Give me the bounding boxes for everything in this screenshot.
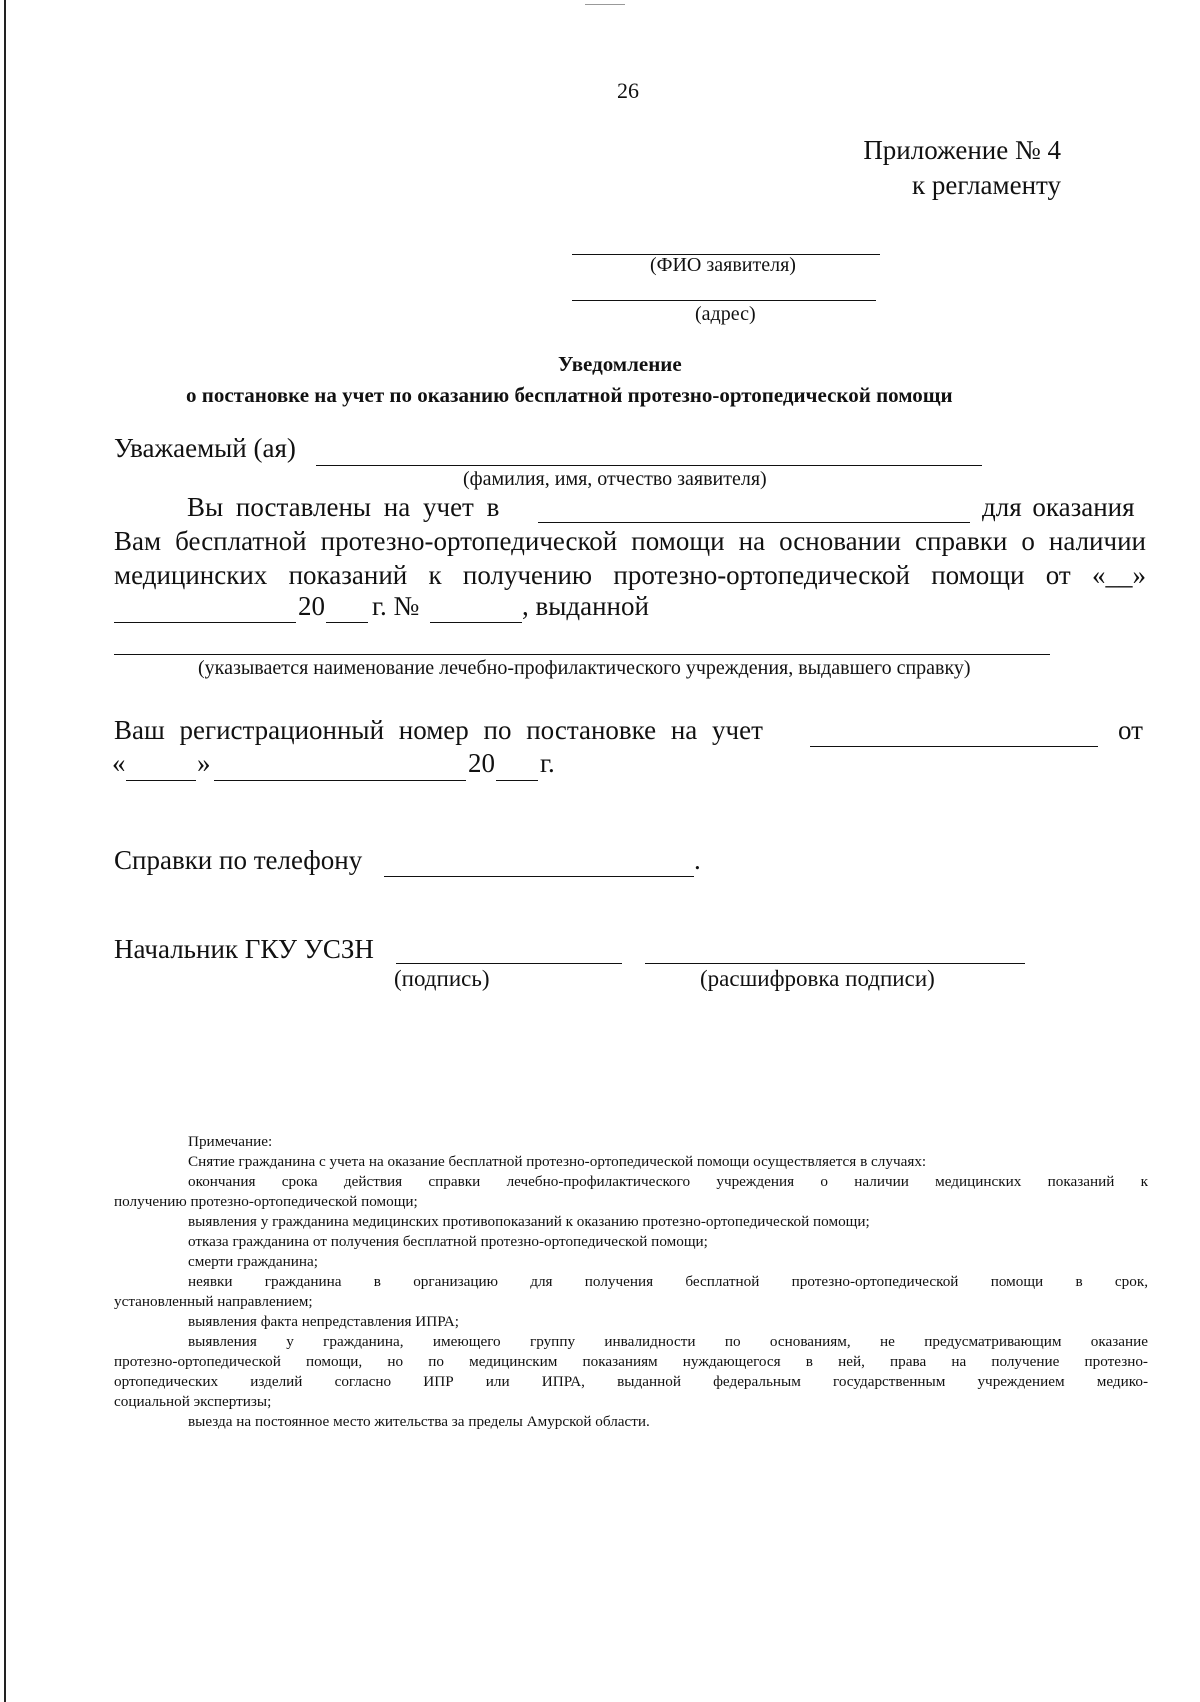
certificate-number-label: г. № [372,591,420,621]
note-item-7b: протезно-ортопедической помощи, но по медицинским показаниям нуждающегося в ней, права на получение протезно- [114,1353,1148,1370]
greeting-name-line[interactable] [316,465,982,466]
signature-caption: (подпись) [394,966,490,991]
signature-decode-line[interactable] [645,963,1025,964]
registration-year-line[interactable] [496,780,538,781]
note-item-7d: социальной экспертизы; [114,1393,272,1410]
registration-g: г. [540,748,555,778]
registration-year: 20 [468,748,495,778]
certificate-year: 20 [298,591,325,621]
note-item-3: отказа гражданина от получения бесплатной протезно-ортопедической помощи; [188,1233,708,1250]
note-item-7c: ортопедических изделий согласно ИПР или ИПРА, выданной федеральным государственным учреждением медико- [114,1373,1148,1390]
greeting-caption: (фамилия, имя, отчество заявителя) [463,468,767,490]
page-edge [4,0,6,1702]
signature-line[interactable] [396,963,622,964]
appendix-line-2: к регламенту [912,170,1061,200]
note-item-1b: получению протезно-ортопедической помощи; [114,1193,418,1210]
signature-label: Начальник ГКУ УСЗН [114,934,374,964]
registration-close-quote: » [197,748,211,778]
applicant-address-line[interactable] [572,300,876,301]
institution-caption: (указывается наименование лечебно-профилактического учреждения, выдавшего справку) [198,657,971,679]
note-item-7a: выявления у гражданина, имеющего группу инвалидности по основаниям, не предусматривающим оказание [188,1333,1148,1350]
note-item-1a: окончания срока действия справки лечебно-профилактического учреждения о наличии медицинских показаний к [188,1173,1148,1190]
registration-from: от [1118,715,1143,745]
page-number: 26 [617,78,639,103]
registration-number-line[interactable] [810,746,1098,747]
registration-day-line[interactable] [126,780,196,781]
body-line-2: Вам бесплатной протезно-ортопедической помощи на основании справки о наличии [114,526,1146,556]
signature-decode-caption: (расшифровка подписи) [700,966,935,991]
note-item-5b: установленный направлением; [114,1293,313,1310]
note-intro: Снятие гражданина с учета на оказание бесплатной протезно-ортопедической помощи осуществляется в случаях: [188,1153,927,1170]
registration-office-line[interactable] [538,522,970,523]
body-line-1-end: для оказания [982,492,1135,522]
certificate-number-line[interactable] [430,622,522,623]
body-line-3: медицинских показаний к получению протезно-ортопедической помощи от «__» [114,560,1146,590]
certificate-year-line[interactable] [326,622,368,623]
registration-open-quote: « [112,748,126,778]
phone-line[interactable] [384,876,694,877]
scan-mark [585,4,625,5]
body-line-1-start: Вы поставлены на учет в [187,492,500,522]
appendix-line-1: Приложение № 4 [863,135,1061,165]
certificate-date-line[interactable] [114,622,296,623]
note-item-6: выявления факта непредставления ИПРА; [188,1313,459,1330]
certificate-issued: , выданной [522,591,649,621]
greeting-label: Уважаемый (ая) [114,433,296,463]
registration-month-line[interactable] [214,780,466,781]
applicant-name-caption: (ФИО заявителя) [650,254,796,276]
document-subtitle: о постановке на учет по оказанию бесплатной протезно-ортопедической помощи [186,383,953,407]
note-item-4: смерти гражданина; [188,1253,318,1270]
note-item-2: выявления у гражданина медицинских противопоказаний к оказанию протезно-ортопедической помощи; [188,1213,870,1230]
institution-line[interactable] [114,654,1050,655]
note-heading: Примечание: [188,1133,273,1150]
note-item-8: выезда на постоянное место жительства за пределы Амурской области. [188,1413,650,1430]
applicant-address-caption: (адрес) [695,303,756,325]
document-title: Уведомление [558,352,682,376]
note-item-5a: неявки гражданина в организацию для получения бесплатной протезно-ортопедической помощи в срок, [188,1273,1148,1290]
phone-label: Справки по телефону [114,845,363,875]
phone-end: . [694,845,701,875]
registration-text: Ваш регистрационный номер по постановке на учет [114,715,763,745]
